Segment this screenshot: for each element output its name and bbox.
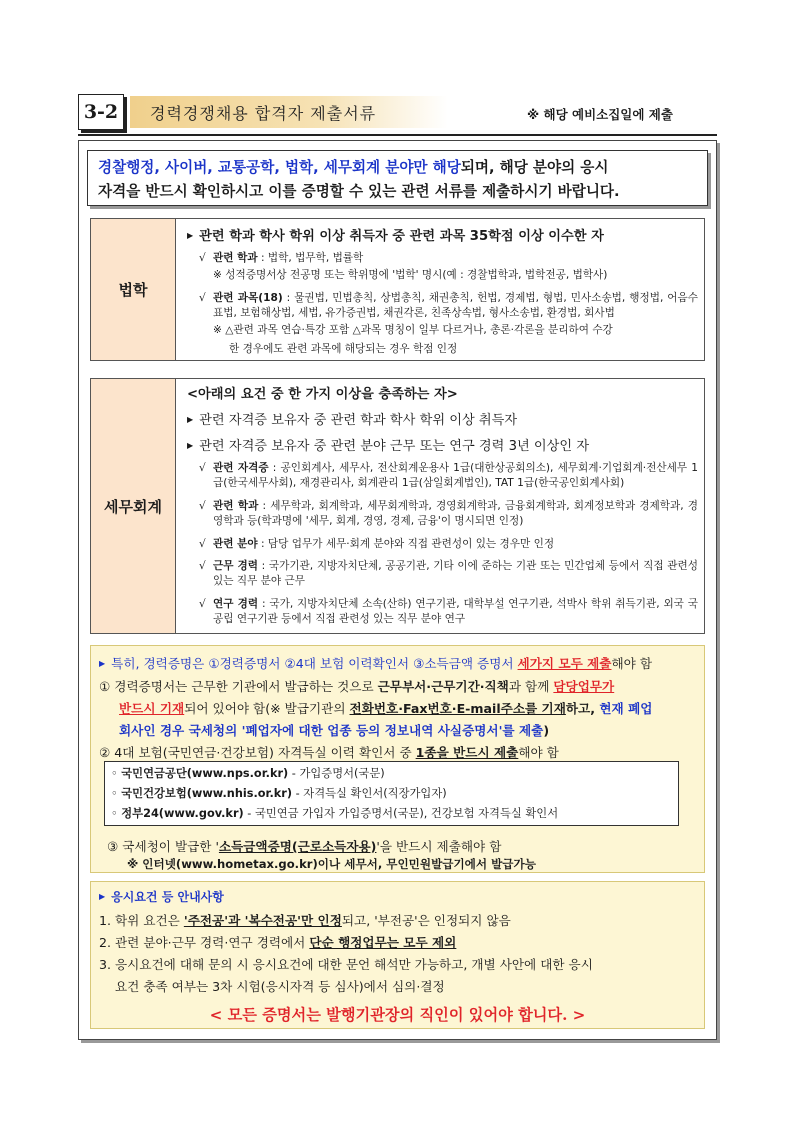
tax-license-item: √ 관련 자격증 : 공인회계사, 세무사, 전산회계운용사 1급(대한상공회의소), 세무회계·기업회계·전산세무 1급(한국세무사회), 재경관리사, 회계관리 1급(삼일회계법인), TAT 1급(한국공인회계사회) <box>199 462 698 489</box>
cert-line-4: 회사인 경우 국세청의 '폐업자에 대한 업종 등의 정보내역 사실증명서'를 제출) <box>119 723 550 738</box>
check-icon: √ <box>199 252 206 264</box>
section-number: 3-2 <box>78 94 124 130</box>
source-nps: ◦ 국민연금공단(www.nps.or.kr) - 가입증명서(국문) <box>111 767 385 780</box>
guide-item-2: 2. 관련 분야·근무 경력·연구 경력에서 단순 행정업무는 모두 제외 <box>99 935 457 950</box>
tax-dept-item: √ 관련 학과 : 세무학과, 회계학과, 세무회계학과, 경영회계학과, 금융회계학과, 회계정보학과 경제학과, 경영학과 등(학과명에 '세무, 회계, 경영, 경제, 금융'이 명시되면 인정) <box>199 500 698 527</box>
guide-item-3: 3. 응시요건에 대해 문의 시 응시요건에 대한 문언 해석만 가능하고, 개별 사안에 대한 응시 <box>99 957 593 972</box>
law-subject-note-1: ※ △관련 과목 연습·특강 포함 △과목 명칭이 일부 다르거나, 총론·각론을 분리하여 수강 <box>213 324 613 336</box>
law-requirements-table <box>90 218 705 361</box>
source-nhis: ◦ 국민건강보험(www.nhis.or.kr) - 자격득실 확인서(직장가입자) <box>111 787 447 800</box>
check-icon: √ <box>199 462 206 474</box>
guide-item-1: 1. 학위 요건은 '주전공'과 '복수전공'만 인정되고, '부전공'은 인정되지 않음 <box>99 913 511 928</box>
check-icon: √ <box>199 598 206 610</box>
cert-line-1: ▶ 특히, 경력증명은 ①경력증명서 ②4대 보험 이력확인서 ③소득금액 증명서 세가지 모두 제출해야 함 <box>99 656 652 671</box>
tax-label: 세무회계 <box>91 379 176 633</box>
guidance-box <box>90 881 705 1029</box>
page-title: 경력경쟁채용 합격자 제출서류 <box>150 104 377 123</box>
triangle-bullet-icon: ▶ <box>187 415 194 424</box>
submission-note: ※ 해당 예비소집일에 제출 <box>527 107 673 122</box>
law-label: 법학 <box>91 219 176 360</box>
cert-line-6: ③ 국세청이 발급한 '소득금액증명(근로소득자용)'을 반드시 제출해야 함 <box>107 839 502 854</box>
header-rule <box>78 134 717 136</box>
triangle-bullet-icon: ▶ <box>99 659 106 668</box>
cert-line-2: ① 경력증명서는 근무한 기관에서 발급하는 것으로 근무부서·근무기간·직책과 함께 담당업무가 <box>99 679 615 694</box>
tax-heading: <아래의 요건 중 한 가지 이상을 충족하는 자> <box>187 387 458 402</box>
law-dept-note: ※ 성적증명서상 전공명 또는 학위명에 '법학' 명시(예 : 경찰법학과, 법학전공, 법학사) <box>213 269 608 281</box>
triangle-bullet-icon: ▶ <box>187 231 194 240</box>
check-icon: √ <box>199 500 206 512</box>
insurance-source-box <box>104 761 679 826</box>
guide-title: ▶ 응시요건 등 안내사항 <box>99 890 224 904</box>
law-content <box>177 219 704 360</box>
source-gov24: ◦ 정부24(www.gov.kr) - 국민연금 가입자 가입증명서(국문), 건강보험 자격득실 확인서 <box>111 807 559 820</box>
tax-research-item: √ 연구 경력 : 국가, 지방자치단체 소속(산하) 연구기관, 대학부설 연구기관, 석박사 학위 취득기관, 외국 국공립 연구기관 등에서 직접 관련성 있는 직무 분야 연구 <box>199 598 698 625</box>
triangle-bullet-icon: ▶ <box>187 441 194 450</box>
law-subject-note-2: 한 경우에도 관련 과목에 해당되는 경우 학점 인정 <box>229 343 458 355</box>
law-dept-item: √ 관련 학과 : 법학, 법무학, 법률학 <box>199 252 364 264</box>
tax-work-item: √ 근무 경력 : 국가기관, 지방자치단체, 공공기관, 기타 이에 준하는 기관 또는 민간업체 등에서 직접 관련성 있는 직무 분야 근무 <box>199 560 698 587</box>
check-icon: √ <box>199 560 206 572</box>
career-certificate-box <box>90 645 705 873</box>
cert-line-5: ② 4대 보험(국민연금·건강보험) 자격득실 이력 확인서 중 1종을 반드시 제출해야 함 <box>99 745 559 760</box>
check-icon: √ <box>199 538 206 550</box>
law-heading: ▶ 관련 학과 학사 학위 이상 취득자 중 관련 과목 35학점 이상 이수한 자 <box>187 229 604 244</box>
triangle-bullet-icon: ▶ <box>99 892 106 901</box>
tax-field-item: √ 관련 분야 : 담당 업무가 세무·회계 분야와 직접 관련성이 있는 경우만 인정 <box>199 538 555 550</box>
tax-content <box>177 379 704 633</box>
intro-text-2: 자격을 반드시 확인하시고 이를 증명할 수 있는 관련 서류를 제출하시기 바랍니다. <box>98 183 620 200</box>
intro-box <box>87 150 708 206</box>
tax-bullet-1: ▶ 관련 자격증 보유자 중 관련 학과 학사 학위 이상 취득자 <box>187 413 518 428</box>
seal-notice: < 모든 증명서는 발행기관장의 직인이 있어야 합니다. > <box>209 1006 586 1024</box>
law-subject-item: √ 관련 과목(18) : 물권법, 민법총칙, 상법총칙, 채권총칙, 헌법, 경제법, 형법, 민사소송법, 행정법, 어음수표법, 보험해상법, 세법, 유가증권법, 채권각론, 친족상속법, 형사소송법, 환경법, 회사법 <box>199 292 698 319</box>
tax-bullet-2: ▶ 관련 자격증 보유자 중 관련 분야 근무 또는 연구 경력 3년 이상인 자 <box>187 439 590 454</box>
guide-item-3-cont: 요건 충족 여부는 3차 시험(응시자격 등 심사)에서 심의·결정 <box>115 979 445 994</box>
check-icon: √ <box>199 292 206 304</box>
intro-text-1: 되며, 해당 분야의 응시 <box>460 159 609 176</box>
cert-line-3: 반드시 기재되어 있어야 함(※ 발급기관의 전화번호·Fax번호·E-mail주소를 기재하고, 현재 폐업 <box>119 701 653 716</box>
intro-fields: 경찰행정, 사이버, 교통공학, 법학, 세무회계 분야만 해당 <box>98 159 461 176</box>
tax-requirements-table <box>90 378 705 634</box>
cert-line-7: ※ 인터넷(www.hometax.go.kr)이나 세무서, 무인민원발급기에서 발급가능 <box>127 857 536 871</box>
